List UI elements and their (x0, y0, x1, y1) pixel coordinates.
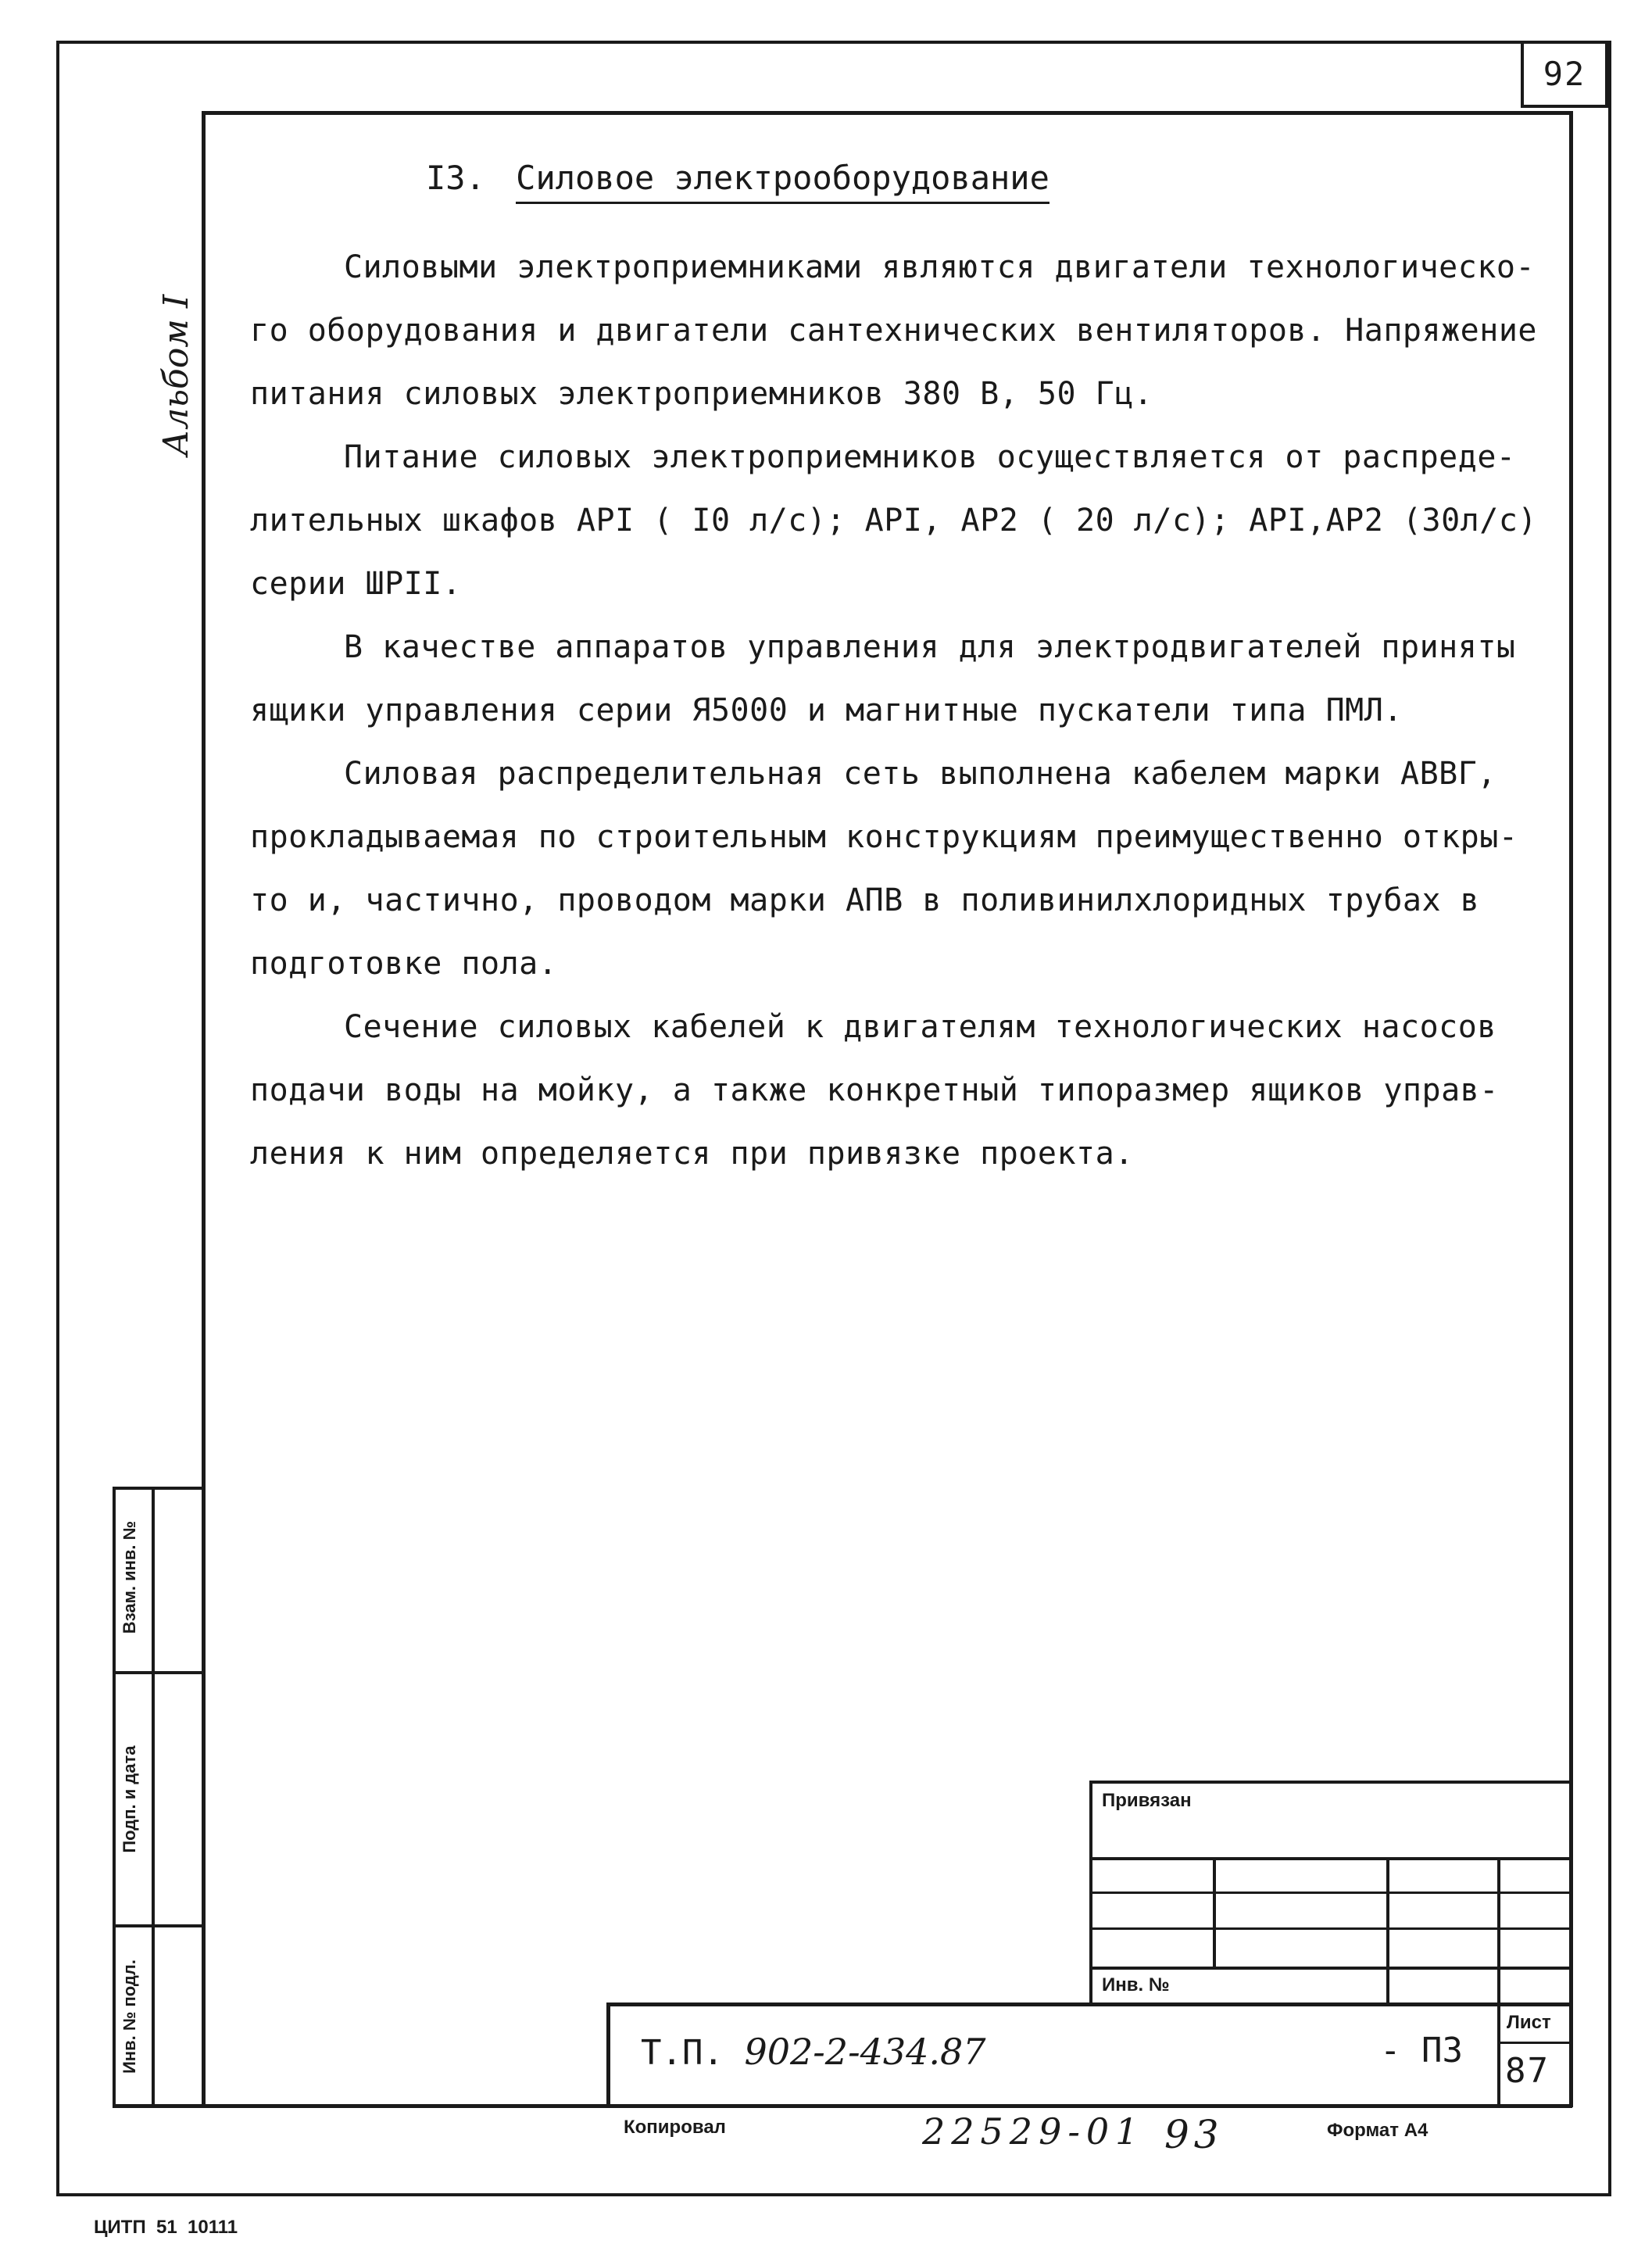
section-number: I3. (426, 159, 485, 197)
doc-number-value: 902-2-434.87 (744, 2031, 986, 2073)
privyazan-col-3 (1497, 1857, 1500, 2004)
body-text (250, 236, 1547, 1186)
copy-page-number: 93 (1164, 2112, 1224, 2157)
paragraph-5-line-1: Сечение силовых кабелей к двигателям технологических насосов (344, 1009, 1496, 1045)
paragraph-2-line-1: Питание силовых электроприемников осуществляется от распреде- (344, 439, 1516, 475)
side-stamp-podp-data: Подп. и дата (120, 1745, 139, 1853)
paragraph-1-line-1: Силовыми электроприемниками являются двигатели технологическо- (344, 249, 1536, 285)
kopiroval-label: Копировал (624, 2117, 726, 2138)
paragraph-1-line-3: питания силовых электроприемников 380 В, 50 Гц. (250, 376, 1153, 412)
sheet-number: 87 (1505, 2051, 1550, 2091)
page-number-box (1521, 41, 1608, 108)
outer-border-left (56, 41, 59, 2196)
privyazan-col-1 (1213, 1857, 1216, 1968)
album-label: Альбом I (156, 294, 196, 456)
outer-border-top (56, 41, 1611, 44)
paragraph-4-line-4: подготовке пола. (250, 946, 558, 982)
paragraph-4-line-1: Силовая распределительная сеть выполнена кабелем марки АВВГ, (344, 756, 1496, 792)
doc-prefix: Т.П. (641, 2033, 724, 2073)
doc-suffix: - ПЗ (1380, 2031, 1463, 2071)
section-title: Силовое электрооборудование (516, 159, 1049, 204)
privyazan-col-2 (1386, 1857, 1389, 2004)
paragraph-4-line-3: то и, частично, проводом марки АПВ в поливинилхлоридных трубах в (250, 882, 1480, 918)
outer-border-bottom (56, 2193, 1611, 2196)
paragraph-2-line-2: лительных шкафов АРI ( I0 л/с); АРI, АР2 ( 20 л/с); АРI,АР2 (30л/с) (250, 503, 1537, 539)
side-stamp-divider-1 (113, 1671, 203, 1674)
side-stamp-divider-vertical (152, 1487, 155, 2107)
paragraph-4-line-2: прокладываемая по строительным конструкциям преимущественно откры- (250, 819, 1518, 855)
format-label: Формат А4 (1327, 2120, 1429, 2141)
paragraph-3-line-1: В качестве аппаратов управления для электродвигателей приняты (344, 629, 1516, 665)
printer-code: ЦИТП 51 10111 (94, 2217, 238, 2238)
paragraph-1-line-2: го оборудования и двигатели сантехнических вентиляторов. Напряжение (250, 313, 1537, 349)
page-number: 92 (1543, 55, 1586, 93)
sheet-label: Лист (1507, 2012, 1551, 2033)
paragraph-3-line-2: ящики управления серии Я5000 и магнитные пускатели типа ПМЛ. (250, 693, 1403, 728)
privyazan-label: Привязан (1102, 1790, 1192, 1811)
sheet-box-divider (1497, 2042, 1572, 2044)
paragraph-2-line-3: серии ШРII. (250, 566, 462, 602)
outer-border-right (1608, 41, 1611, 2196)
doc-number (641, 2031, 986, 2073)
side-stamp-vzam-inv: Взам. инв. № (120, 1520, 139, 1634)
paragraph-5-line-3: ления к ним определяется при привязке проекта. (250, 1136, 1134, 1172)
paragraph-5-line-2: подачи воды на мойку, а также конкретный типоразмер ящиков управ- (250, 1072, 1499, 1108)
inner-frame-top (203, 111, 1572, 115)
order-number: 22529-01 (922, 2110, 1145, 2153)
inv-no-label: Инв. № (1102, 1974, 1170, 1995)
section-heading (426, 155, 1049, 202)
side-stamp-inv-podl: Инв. № подл. (120, 1960, 139, 2074)
